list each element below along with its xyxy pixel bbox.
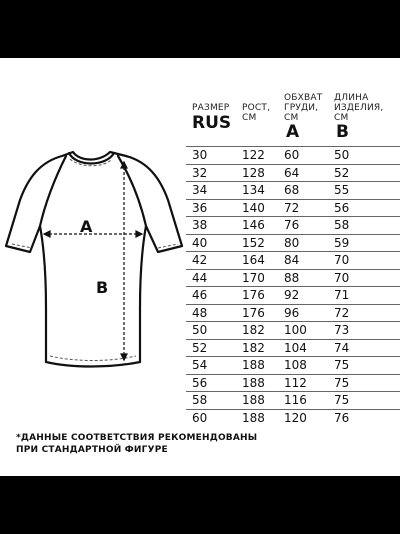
table-row: 60 188 120 76 [186,409,400,427]
measure-b [121,162,127,360]
table-row: 48 176 96 72 [186,304,400,322]
table-row: 58 188 116 75 [186,391,400,409]
table-row: 46 176 92 71 [186,286,400,304]
size-system: RUS [192,113,232,133]
table-row: 44 170 88 70 [186,269,400,287]
table-row: 30 122 60 50 [186,146,400,164]
chest-label: ОБХВАТ [284,93,323,103]
height-label: РОСТ, [242,103,271,113]
size-label: РАЗМЕР [192,103,230,113]
table-row: 34 134 68 55 [186,181,400,199]
table-row: 56 188 112 75 [186,374,400,392]
label-a: A [80,217,93,236]
fit-note-line-2: ПРИ СТАНДАРТНОЙ ФИГУРЕ [16,445,168,455]
chest-letter: А [286,122,300,142]
table-row: 36 140 72 56 [186,199,400,217]
table-row: 32 128 64 52 [186,164,400,182]
label-b: B [96,278,109,297]
length-letter: В [336,122,349,142]
table-row: 54 188 108 75 [186,356,400,374]
table-rows [186,146,400,426]
table-row: 50 182 100 73 [186,321,400,339]
tshirt-outline [6,152,182,367]
table-header: РАЗМЕР RUS РОСТ, СМ ОБХВАТ ГРУДИ, СМ А ДЛИНА ИЗДЕЛИЯ, СМ В [192,93,384,142]
tshirt-diagram [0,148,190,378]
tshirt-sleeve-seam-left [40,156,66,226]
fit-note-line-1: *ДАННЫЕ СООТВЕТСТВИЯ РЕКОМЕНДОВАНЫ [16,433,258,443]
table-row: 52 182 104 74 [186,339,400,357]
table-row: 40 152 80 59 [186,234,400,252]
table-row: 38 146 76 58 [186,216,400,234]
length-label: ДЛИНА [334,93,369,103]
top-black-bar [0,0,400,58]
table-row: 42 164 84 70 [186,251,400,269]
measure-a [44,231,142,237]
fit-note [16,432,386,456]
bottom-black-bar [0,476,400,534]
